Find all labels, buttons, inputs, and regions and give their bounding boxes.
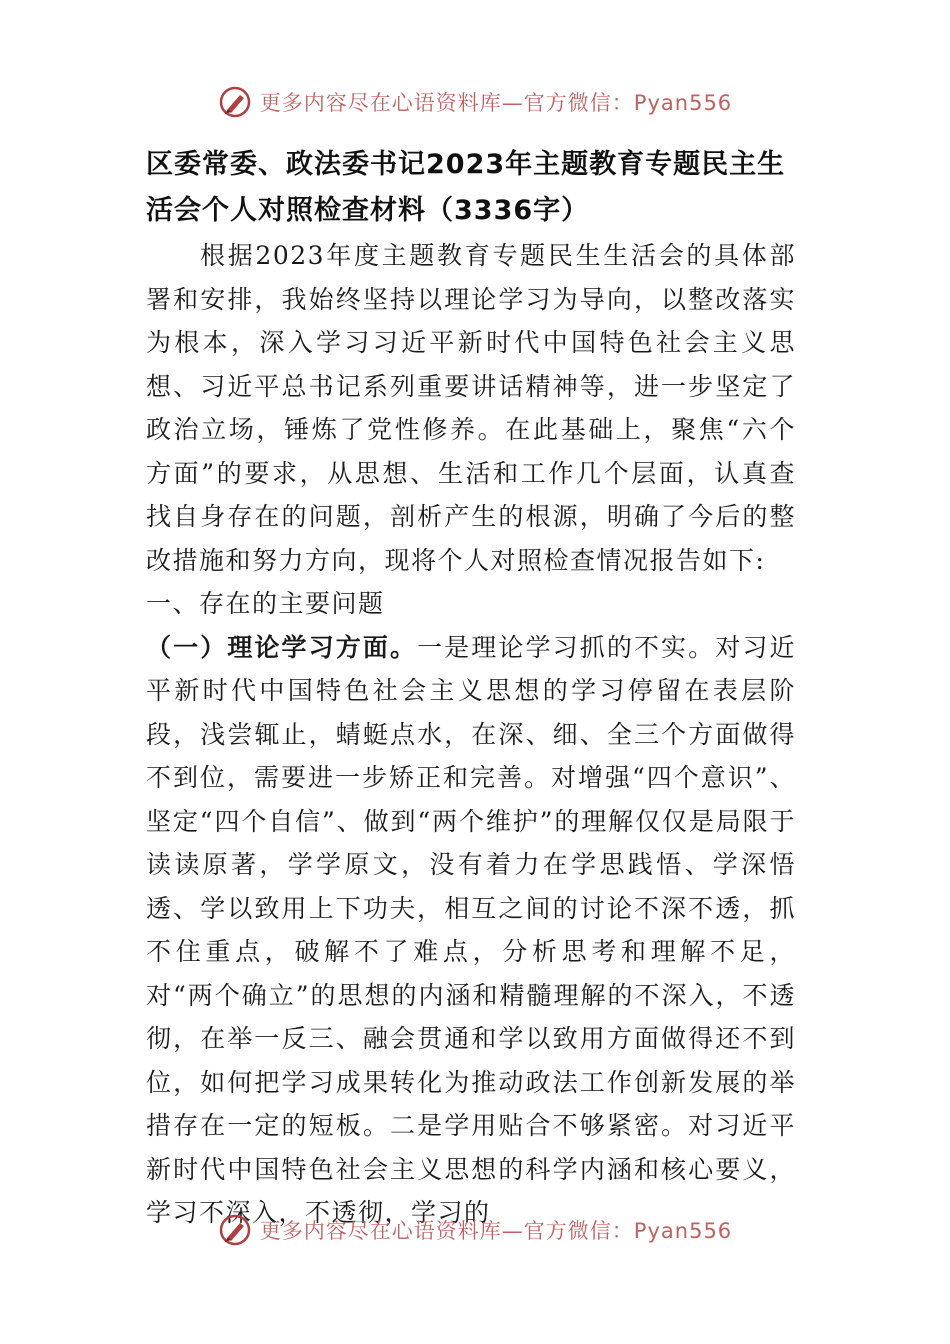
subsection-lead: （一）理论学习方面。 xyxy=(146,632,418,662)
document-body xyxy=(146,142,796,1235)
watermark-text: 更多内容尽在心语资料库—官方微信：Pyan556 xyxy=(259,1219,733,1243)
pen-logo-icon xyxy=(218,85,252,119)
subsection-paragraph xyxy=(146,626,796,1235)
pen-logo-icon xyxy=(218,1213,252,1247)
document-title: 区委常委、政法委书记2023年主题教育专题民主生活会个人对照检查材料（3336字） xyxy=(146,149,786,226)
subsection-body: 一是理论学习抓的不实。对习近平新时代中国特色社会主义思想的学习停留在表层阶段，浅尝辄止，蜻蜓点水，在深、细、全三个方面做得不到位，需要进一步矫正和完善。对增强“四个意识”、坚定“四个自信”、做到“两个维护”的理解仅仅是局限于读读原著，学学原文，没有着力在学思践悟、学深悟透、学以致用上下功夫，相互之间的讨论不深不透，抓不住重点，破解不了难点，分析思考和理解不足，对“两个确立”的思想的内涵和精髓理解的不深入，不透彻，在举一反三、融会贯通和学以致用方面做得还不到位，如何把学习成果转化为推动政法工作创新发展的举措存在一定的短板。二是学用贴合不够紧密。对习近平新时代中国特色社会主义思想的科学内涵和核心要义，学习不深入，不透彻，学习的 xyxy=(146,632,796,1227)
intro-paragraph: 根据2023年度主题教育专题民生生活会的具体部署和安排，我始终坚持以理论学习为导向，以整改落实为根本，深入学习习近平新时代中国特色社会主义思想、习近平总书记系列重要讲话精神等，进一步坚定了政治立场，锤炼了党性修养。在此基础上，聚焦“六个方面”的要求，从思想、生活和工作几个层面，认真查找自身存在的问题，剖析产生的根源，明确了今后的整改措施和努力方向，现将个人对照检查情况报告如下: xyxy=(146,241,796,575)
section-heading: 一、存在的主要问题 xyxy=(146,589,385,618)
watermark-text: 更多内容尽在心语资料库—官方微信：Pyan556 xyxy=(259,91,733,115)
watermark-banner-top xyxy=(0,80,950,124)
watermark-banner-bottom xyxy=(0,1208,950,1252)
